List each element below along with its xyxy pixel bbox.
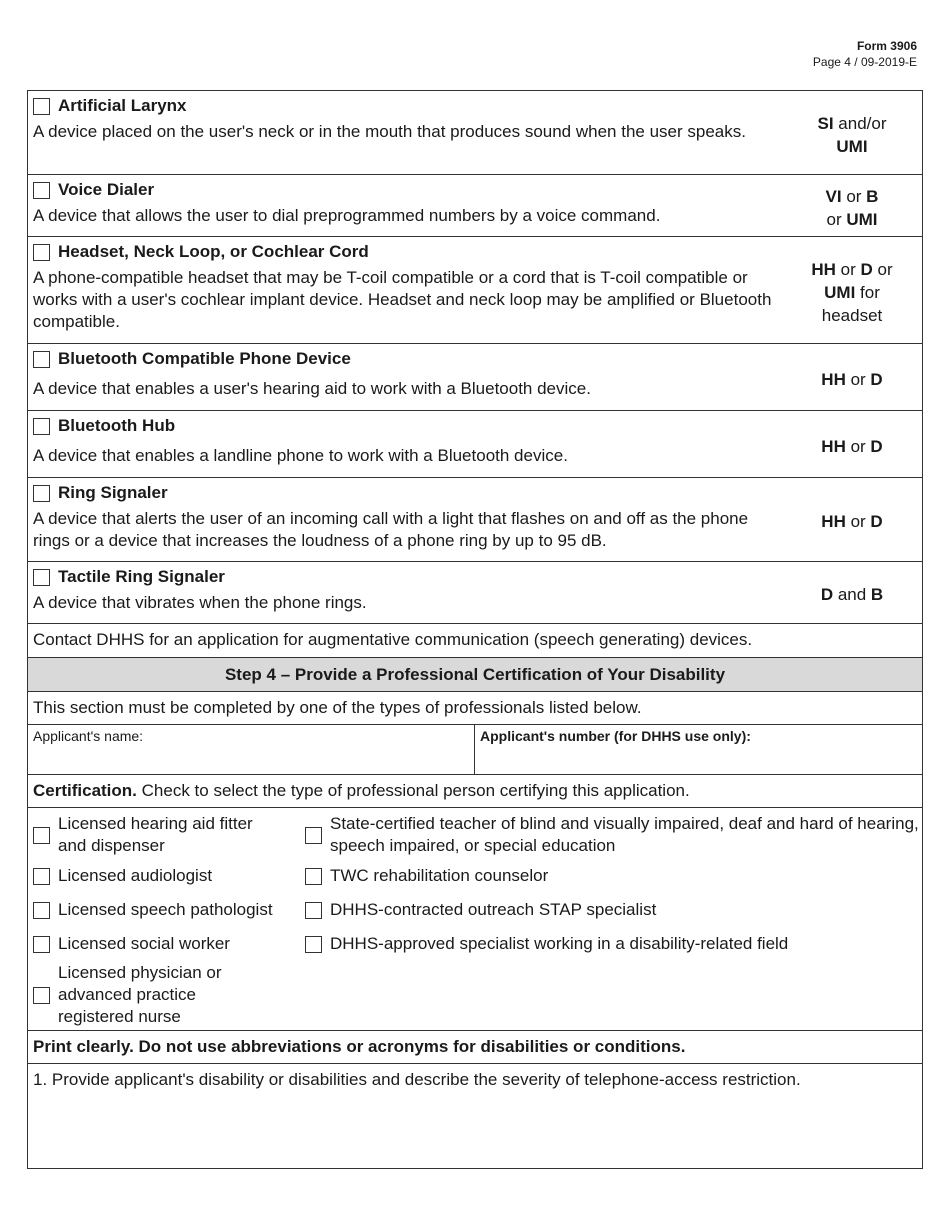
question-1-text: 1. Provide applicant's disability or disabilities and describe the severity of telephone-access restriction.	[33, 1070, 801, 1089]
code-bold: UMI	[824, 282, 856, 302]
code-text: or	[872, 259, 893, 279]
code-text: headset	[821, 305, 883, 325]
device-codes	[782, 411, 922, 477]
page-number: Page 4 / 09-2019-E	[812, 55, 917, 69]
code-text: or	[845, 369, 871, 389]
checkbox[interactable]	[33, 182, 50, 199]
checkbox[interactable]	[33, 244, 50, 261]
device-name: Bluetooth Hub	[58, 416, 176, 435]
device-name: Tactile Ring Signaler	[58, 567, 225, 586]
question-1[interactable]	[28, 1064, 922, 1168]
checkbox[interactable]	[33, 418, 50, 435]
checkbox[interactable]	[33, 936, 50, 953]
certification-label: Certification.	[33, 781, 137, 800]
code-text: or	[845, 512, 871, 531]
device-description: A device placed on the user's neck or in the mouth that produces sound when the user speaks.	[33, 122, 746, 141]
option-label: Licensed physician or advanced practice registered nurse	[58, 963, 222, 1026]
code-bold: HH	[811, 259, 836, 279]
device-codes	[782, 344, 922, 410]
device-name: Bluetooth Compatible Phone Device	[58, 349, 351, 368]
checkbox[interactable]	[305, 868, 322, 885]
code-text: or	[841, 186, 867, 206]
code-bold: HH	[821, 512, 846, 531]
device-codes	[782, 175, 922, 236]
code-bold: UMI	[836, 136, 868, 156]
option-label: Licensed social worker	[58, 934, 230, 953]
device-name: Artificial Larynx	[58, 96, 187, 115]
applicant-number-field[interactable]	[475, 725, 922, 774]
device-description: A device that vibrates when the phone rings.	[33, 593, 367, 612]
checkbox[interactable]	[33, 987, 50, 1004]
certification-options	[28, 808, 922, 1031]
device-codes	[782, 237, 922, 343]
option-label: DHHS-contracted outreach STAP specialist	[330, 900, 657, 919]
device-codes	[782, 91, 922, 174]
code-bold: HH	[821, 436, 846, 456]
code-bold: B	[866, 186, 879, 206]
device-row	[28, 562, 922, 624]
checkbox[interactable]	[33, 98, 50, 115]
certification-instructions	[28, 775, 922, 808]
device-codes	[782, 478, 922, 561]
device-row	[28, 411, 922, 478]
checkbox[interactable]	[33, 351, 50, 368]
code-bold: D	[870, 369, 883, 389]
form-table	[27, 90, 923, 1169]
contact-note: Contact DHHS for an application for augmentative communication (speech generating) devices.	[28, 624, 922, 658]
checkbox[interactable]	[33, 868, 50, 885]
device-name: Ring Signaler	[58, 483, 168, 502]
section-note: This section must be completed by one of the types of professionals listed below.	[28, 692, 922, 725]
device-codes	[782, 562, 922, 623]
checkbox[interactable]	[305, 827, 322, 844]
code-bold: SI	[817, 113, 834, 133]
checkbox[interactable]	[33, 569, 50, 586]
code-bold: UMI	[846, 209, 878, 229]
code-text: and/or	[833, 113, 887, 133]
device-row	[28, 175, 922, 237]
applicant-fields	[28, 725, 922, 775]
applicant-name-label: Applicant's name:	[33, 728, 144, 744]
option-label: DHHS-approved specialist working in a disability-related field	[330, 934, 789, 953]
form-header	[813, 38, 917, 70]
option-label: State-certified teacher of blind and visually impaired, deaf and hard of hearing, speech impaired, or special education	[330, 814, 919, 855]
print-clearly-note: Print clearly. Do not use abbreviations or acronyms for disabilities or conditions.	[28, 1031, 922, 1064]
device-row	[28, 344, 922, 411]
option-label: Licensed audiologist	[58, 866, 213, 885]
checkbox[interactable]	[33, 485, 50, 502]
device-description: A device that enables a landline phone to work with a Bluetooth device.	[33, 446, 568, 465]
step4-title: Step 4 – Provide a Professional Certification of Your Disability	[28, 658, 922, 692]
code-bold: HH	[821, 369, 846, 389]
device-description: A phone-compatible headset that may be T-coil compatible or a cord that is T-coil compatible or works with a user's cochlear implant device. Headset and neck loop may be amplified or Bluetooth compatible.	[33, 268, 772, 331]
device-description: A device that allows the user to dial preprogrammed numbers by a voice command.	[33, 206, 661, 225]
device-row	[28, 91, 922, 175]
applicant-name-field[interactable]	[28, 725, 475, 774]
code-bold: VI	[825, 186, 842, 206]
option-label: Licensed hearing aid fitter and dispenser	[58, 814, 253, 855]
device-description: A device that enables a user's hearing aid to work with a Bluetooth device.	[33, 379, 591, 398]
device-row	[28, 478, 922, 562]
code-bold: D	[860, 259, 873, 279]
checkbox[interactable]	[33, 827, 50, 844]
device-name: Voice Dialer	[58, 180, 155, 199]
option-label: TWC rehabilitation counselor	[330, 866, 549, 885]
form-number: Form 3906	[856, 39, 917, 53]
code-bold: B	[870, 585, 884, 604]
applicant-number-label: Applicant's number (for DHHS use only):	[480, 728, 751, 744]
certification-text: Check to select the type of professional person certifying this application.	[136, 781, 690, 800]
code-text: or	[845, 436, 871, 456]
code-text: or	[835, 259, 861, 279]
code-bold: D	[870, 436, 883, 456]
device-name: Headset, Neck Loop, or Cochlear Cord	[58, 242, 369, 261]
checkbox[interactable]	[33, 902, 50, 919]
code-text: for	[855, 282, 880, 302]
device-description: A device that alerts the user of an incoming call with a light that flashes on and off as the phone rings or a device that increases the loudness of a phone ring by up to 95 dB.	[33, 509, 749, 550]
code-bold: D	[870, 512, 883, 531]
option-label: Licensed speech pathologist	[58, 900, 273, 919]
code-text: or	[826, 209, 847, 229]
code-bold: D	[820, 585, 834, 604]
checkbox[interactable]	[305, 902, 322, 919]
checkbox[interactable]	[305, 936, 322, 953]
device-row	[28, 237, 922, 344]
code-text: and	[833, 585, 871, 604]
